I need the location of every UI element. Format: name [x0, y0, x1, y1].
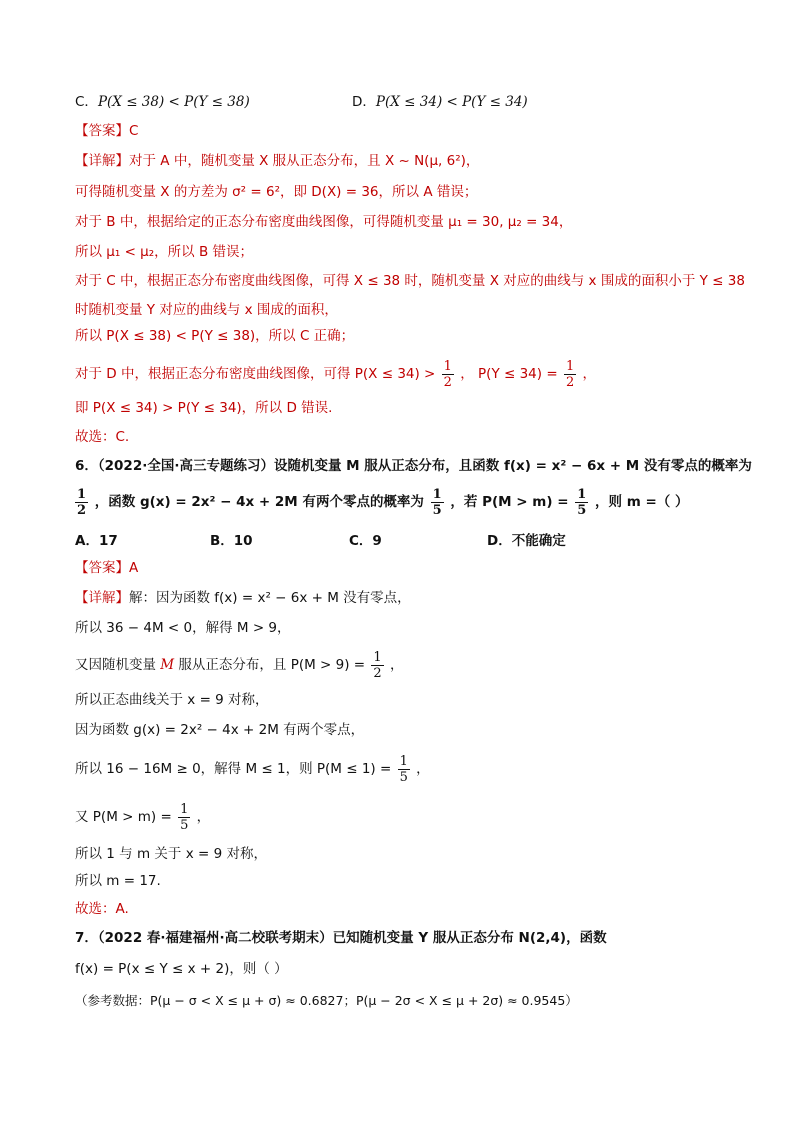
q6-solution-line-1: 【详解】解：因为函数 f(x) = x² − 6x + M 没有零点， [75, 590, 411, 606]
q5-option-d: D．P(X ≤ 34) < P(Y ≤ 34) [352, 94, 528, 110]
q5-choose: 故选：C. [75, 429, 130, 445]
q6-solution-line-5: 因为函数 g(x) = 2x² − 4x + 2M 有两个零点， [75, 722, 365, 738]
q6-solution-line-4: 所以正态曲线关于 x = 9 对称， [75, 692, 269, 708]
q6-solution-line-9: 所以 m = 17. [75, 873, 161, 889]
q6-option-d: D．不能确定 [487, 533, 566, 549]
q6-title-line-1: 6．（2022·全国·高三专题练习）设随机变量 M 服从正态分布，且函数 f(x) = x² − 6x + M 没有零点的概率为 [75, 458, 752, 474]
q6-solution-line-8: 所以 1 与 m 关于 x = 9 对称， [75, 846, 267, 862]
q6-choose: 故选：A. [75, 901, 129, 917]
q5-detail-line-6: 时随机变量 Y 对应的曲线与 x 围成的面积， [75, 302, 338, 318]
q7-title-line-2: f(x) = P(x ≤ Y ≤ x + 2)，则（ ） [75, 961, 288, 977]
q7-reference-data: （参考数据：P(μ − σ < X ≤ μ + σ) ≈ 0.6827；P(μ − 2σ < X ≤ μ + 2σ) ≈ 0.9545） [75, 993, 578, 1008]
q5-detail-line-5: 对于 C 中，根据正态分布密度曲线图像，可得 X ≤ 38 时，随机变量 X 对应的曲线与 x 围成的面积小于 Y ≤ 38 [75, 273, 745, 289]
q6-solution-line-3: 又因随机变量 M 服从正态分布，且 P(M > 9) = $\frac{1}{2}$ ， [75, 649, 404, 681]
fraction-one-half: $\frac{1}{2}$ [565, 358, 575, 390]
q5-detail-line-2: 可得随机变量 X 的方差为 σ² = 6²，即 D(X) = 36，所以 A 错误； [75, 184, 478, 200]
q6-answer: 【答案】A [75, 560, 139, 576]
q6-option-c: C．9 [349, 533, 382, 549]
fraction-one-fifth: $\frac{1}{5}$ [180, 801, 189, 833]
q5-detail-line-7: 所以 P(X ≤ 38) < P(Y ≤ 38)，所以 C 正确； [75, 328, 355, 344]
q6-solution-line-6: 所以 16 − 16M ≥ 0，解得 M ≤ 1，则 P(M ≤ 1) = $\frac{1}{5}$ ， [75, 753, 430, 785]
fraction-one-fifth: $\frac{1}{5}$ [399, 753, 408, 785]
q5-detail-line-d: 对于 D 中，根据正态分布密度曲线图像，可得 P(X ≤ 34) > $\frac{1}{2}$ ， P(Y ≤ 34) = $\frac{1}{2}$ ， [75, 358, 597, 390]
q5-detail-line-3: 对于 B 中，根据给定的正态分布密度曲线图像，可得随机变量 μ₁ = 30, μ₂ = 34， [75, 214, 573, 230]
q6-title-line-2: $\frac{1}{2}$ ，函数 g(x) = 2x² − 4x + 2M 有两个零点的概率为 $\frac{1}{5}$ ，若 P(M > m) = $\frac{1}{5}$ ，则 m =（ ） [77, 486, 689, 518]
q6-solution-line-7: 又 P(M > m) = $\frac{1}{5}$ ， [75, 801, 211, 833]
q7-title-line-1: 7．（2022 春·福建福州·高二校联考期末）已知随机变量 Y 服从正态分布 N(2,4)，函数 [75, 930, 607, 946]
fraction-one-half: $\frac{1}{2}$ [373, 649, 382, 681]
fraction-one-fifth: $\frac{1}{5}$ [577, 486, 587, 518]
fraction-one-half: $\frac{1}{2}$ [443, 358, 452, 390]
q6-option-b: B．10 [210, 533, 253, 549]
q6-solution-line-2: 所以 36 − 4M < 0，解得 M > 9， [75, 620, 291, 636]
fraction-one-fifth: $\frac{1}{5}$ [432, 486, 442, 518]
q5-option-c: C．P(X ≤ 38) < P(Y ≤ 38) [75, 94, 250, 110]
q5-detail-line-1: 【详解】对于 A 中，随机变量 X 服从正态分布，且 X ~ N(μ, 6²)， [75, 153, 480, 169]
q5-answer: 【答案】C [75, 123, 139, 139]
q5-detail-line-4: 所以 μ₁ < μ₂，所以 B 错误； [75, 244, 254, 260]
q5-detail-line-last: 即 P(X ≤ 34) > P(Y ≤ 34)，所以 D 错误. [75, 400, 333, 416]
fraction-one-half: $\frac{1}{2}$ [77, 486, 87, 518]
q6-option-a: A．17 [75, 533, 118, 549]
